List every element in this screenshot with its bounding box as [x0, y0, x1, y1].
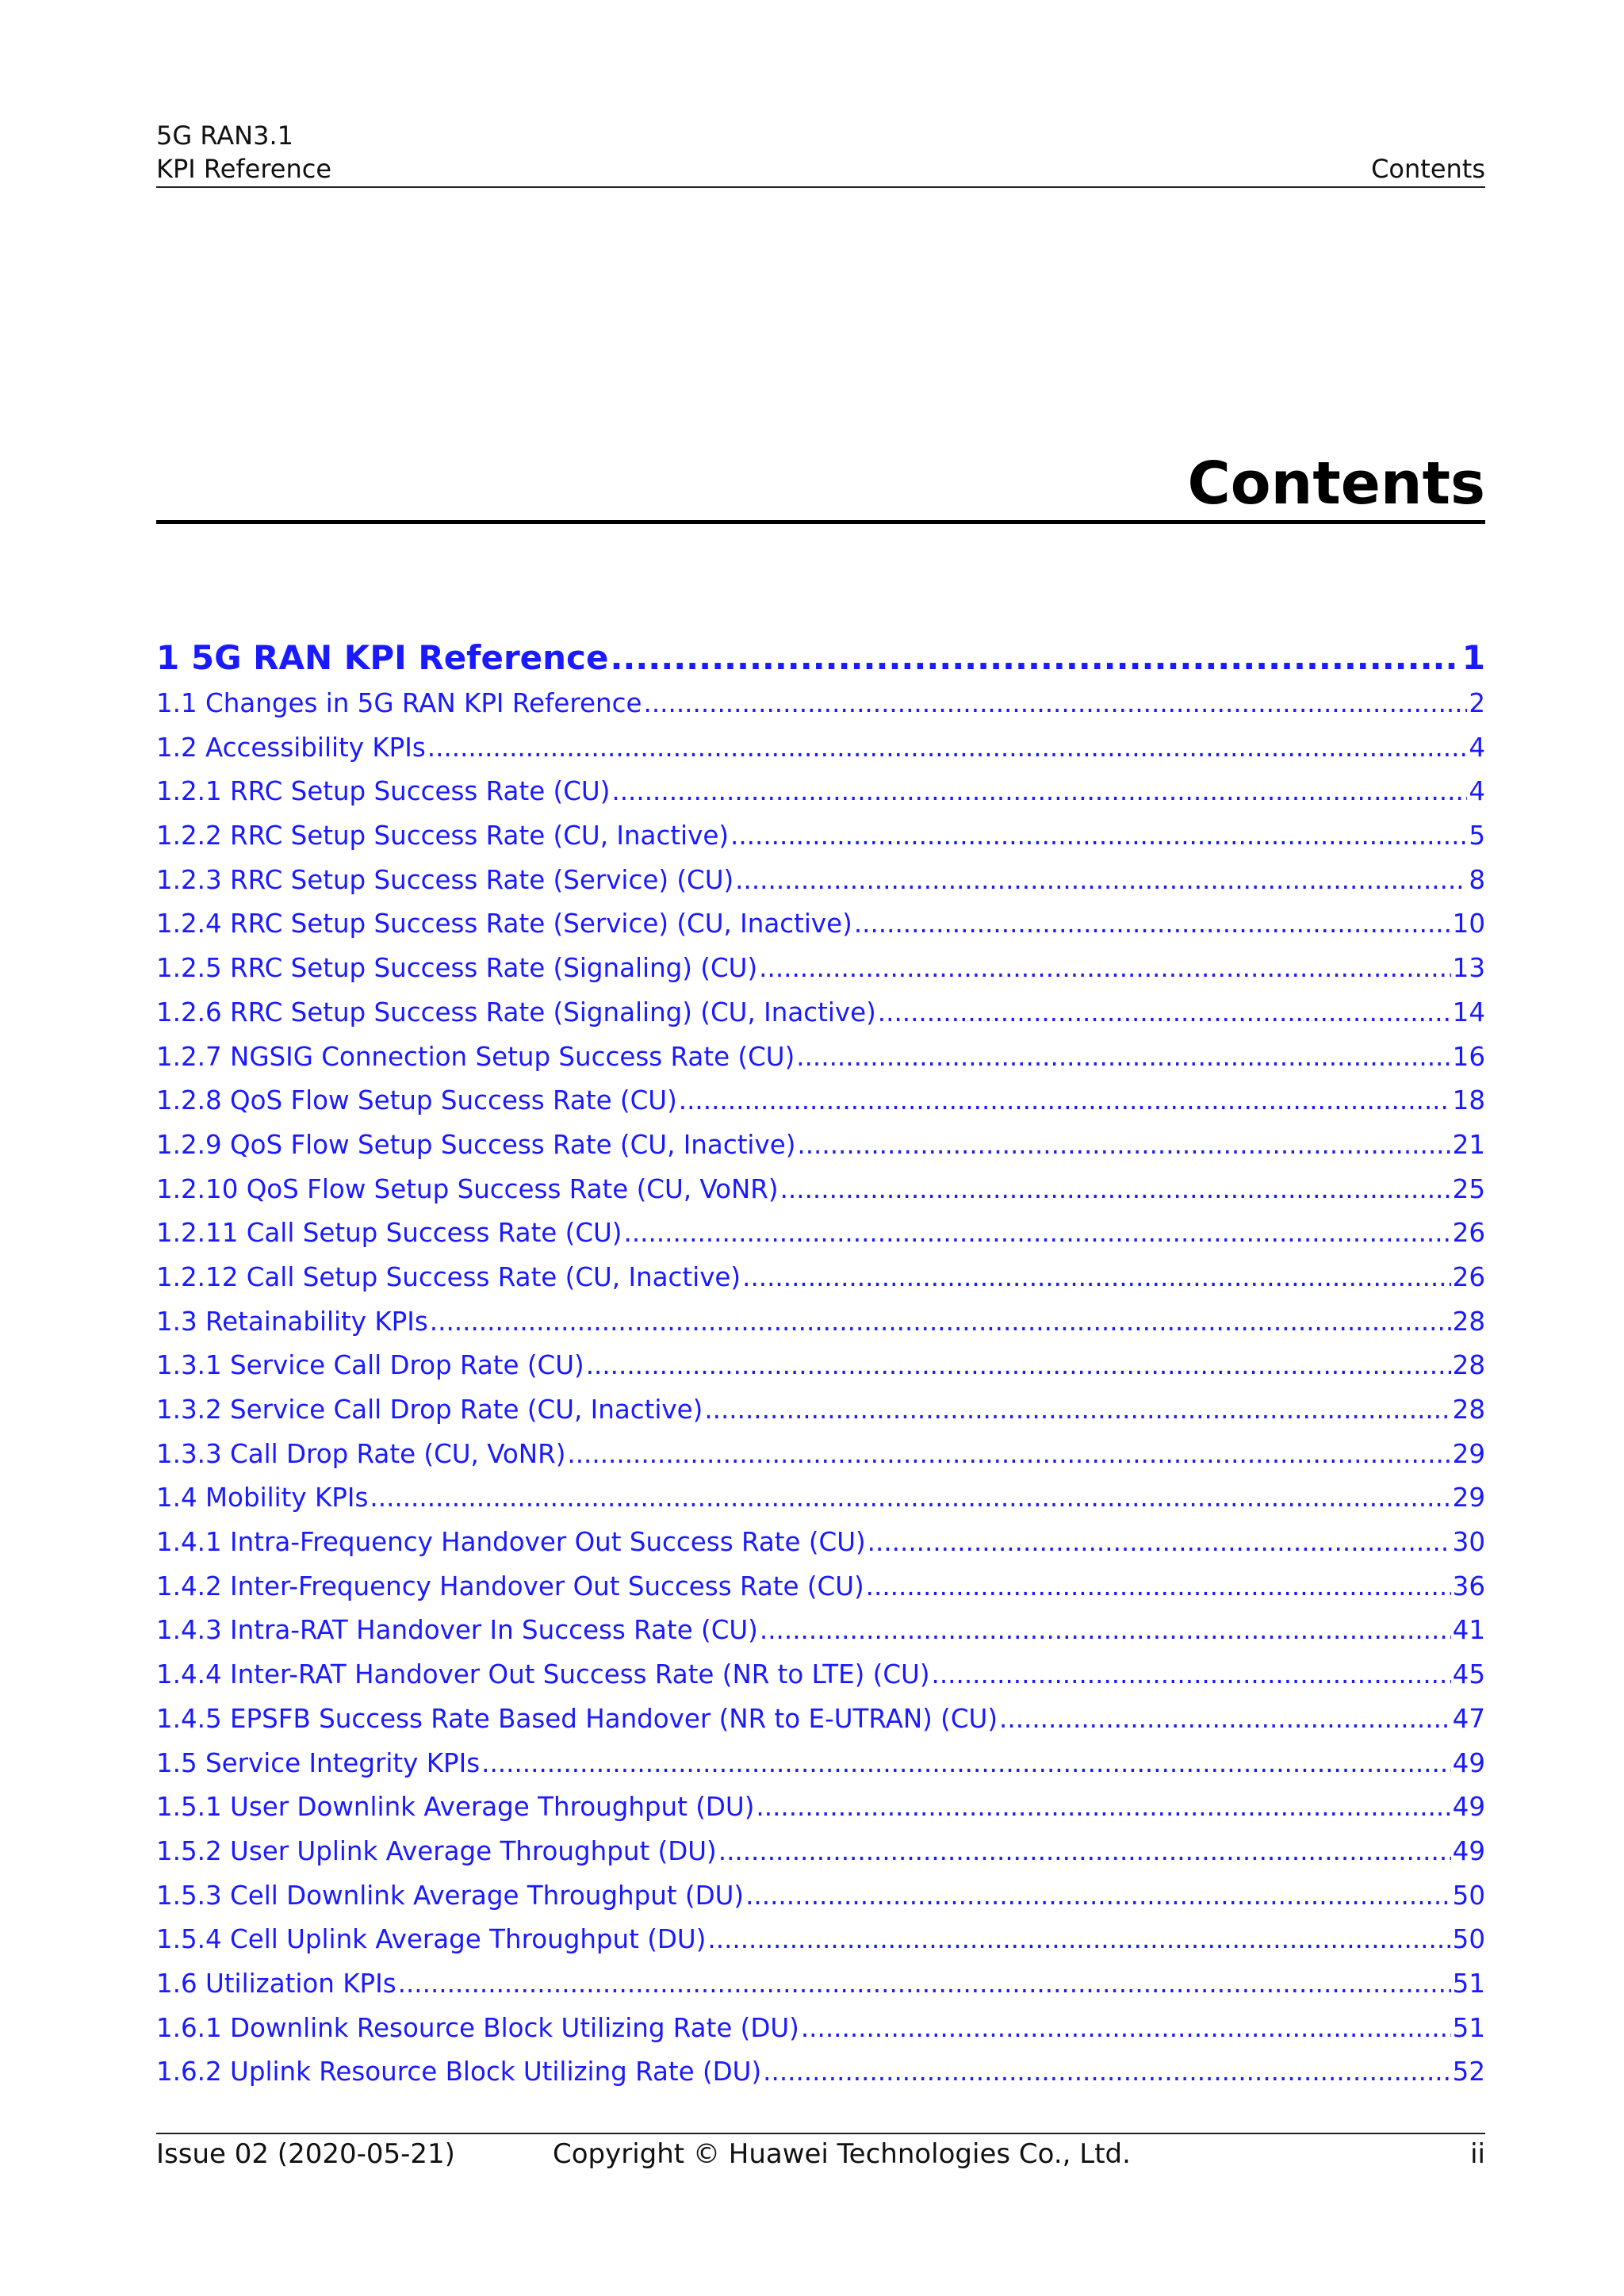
toc-entry-label: 1.4.2 Inter-Frequency Handover Out Success Rate (CU) — [156, 1571, 864, 1601]
toc-leader-dots — [611, 770, 1467, 814]
toc-entry[interactable] — [156, 1035, 1485, 1080]
toc-entry-page: 29 — [1452, 1438, 1485, 1469]
toc-leader-dots — [707, 1918, 1450, 1962]
toc-entry-label: 1.2.11 Call Setup Success Rate (CU) — [156, 1218, 622, 1249]
toc-entry[interactable] — [156, 1521, 1485, 1565]
toc-leader-dots — [780, 1168, 1451, 1212]
toc-entry-page: 51 — [1452, 2012, 1485, 2043]
toc-entry[interactable] — [156, 1168, 1485, 1212]
toc-entry-label: 1.2.5 RRC Setup Success Rate (Signaling) (CU) — [156, 953, 758, 984]
toc-entry-label: 1.4.3 Intra-RAT Handover In Success Rate (CU) — [156, 1615, 758, 1646]
toc-entry-label: 1.5.1 User Downlink Average Throughput (DU) — [156, 1792, 755, 1823]
toc-entry-label: 1.2.6 RRC Setup Success Rate (Signaling) (CU, Inactive) — [156, 997, 876, 1027]
toc-leader-dots — [427, 726, 1468, 771]
toc-leader-dots — [878, 991, 1451, 1035]
toc-leader-dots — [760, 1609, 1451, 1653]
toc-entry-label: 1.4.5 EPSFB Success Rate Based Handover (NR to E-UTRAN) (CU) — [156, 1703, 998, 1734]
toc-entry-label: 1.2.4 RRC Setup Success Rate (Service) (CU, Inactive) — [156, 909, 852, 939]
toc-leader-dots — [796, 1035, 1450, 1080]
toc-leader-dots — [866, 1565, 1451, 1609]
toc-entry-page: 2 — [1469, 688, 1485, 718]
footer-issue: Issue 02 (2020-05-21) — [156, 2138, 455, 2170]
toc-entry-page: 5 — [1469, 821, 1485, 851]
toc-entry-label: 1.2.7 NGSIG Connection Setup Success Rate (CU) — [156, 1041, 795, 1072]
toc-entry-label: 1.3.1 Service Call Drop Rate (CU) — [156, 1350, 584, 1381]
toc-entry[interactable] — [156, 1388, 1485, 1433]
toc-leader-dots — [742, 1256, 1451, 1300]
toc-entry-page: 45 — [1452, 1659, 1485, 1690]
footer-rule — [156, 2133, 1485, 2134]
toc-entry[interactable] — [156, 859, 1485, 903]
toc-leader-dots — [679, 1079, 1451, 1123]
footer-page-number: ii — [1470, 2138, 1485, 2170]
toc-entry-label: 1.6 Utilization KPIs — [156, 1968, 396, 1999]
toc-entry-page: 13 — [1452, 953, 1485, 984]
toc-entry[interactable] — [156, 1653, 1485, 1697]
toc-entry[interactable] — [156, 1344, 1485, 1388]
toc-entry-page: 47 — [1452, 1703, 1485, 1734]
toc-entry-page: 29 — [1452, 1483, 1485, 1513]
toc-entry-page: 10 — [1452, 909, 1485, 939]
toc-entry[interactable] — [156, 1609, 1485, 1653]
toc-entry[interactable] — [156, 1742, 1485, 1786]
toc-entry[interactable] — [156, 1211, 1485, 1256]
toc-entry-label: 1.5.2 User Uplink Average Throughput (DU) — [156, 1835, 717, 1866]
toc-entry-page: 4 — [1469, 732, 1485, 763]
toc-entry-page: 21 — [1452, 1129, 1485, 1160]
toc-entry-label: 1.3 Retainability KPIs — [156, 1306, 428, 1337]
toc-entry[interactable] — [156, 1785, 1485, 1830]
toc-entry-page: 52 — [1452, 2057, 1485, 2087]
toc-entry-page: 16 — [1452, 1041, 1485, 1072]
toc-leader-dots — [854, 902, 1451, 947]
toc-entry-page: 26 — [1452, 1218, 1485, 1249]
toc-leader-dots — [586, 1344, 1451, 1388]
toc-entry[interactable] — [156, 1123, 1485, 1168]
toc-entry-page: 4 — [1469, 776, 1485, 807]
toc-leader-dots — [735, 859, 1467, 903]
toc-entry-page: 50 — [1452, 1880, 1485, 1911]
toc-leader-dots — [370, 1476, 1450, 1521]
header-rule — [156, 186, 1485, 188]
toc-entry[interactable] — [156, 991, 1485, 1035]
toc-entry-label: 1.3.2 Service Call Drop Rate (CU, Inactive) — [156, 1395, 703, 1425]
toc-entry-label: 1.6.2 Uplink Resource Block Utilizing Rate (DU) — [156, 2057, 762, 2087]
toc-entry[interactable] — [156, 1830, 1485, 1874]
toc-entry[interactable] — [156, 682, 1485, 726]
toc-leader-dots — [745, 1874, 1451, 1919]
toc-entry[interactable] — [156, 947, 1485, 991]
toc-entry[interactable] — [156, 634, 1485, 682]
toc-leader-dots — [718, 1830, 1451, 1874]
toc-entry[interactable] — [156, 1962, 1485, 2007]
toc-entry-page: 26 — [1452, 1261, 1485, 1292]
toc-entry-label: 1.1 Changes in 5G RAN KPI Reference — [156, 688, 642, 718]
toc-entry-label: 1.6.1 Downlink Resource Block Utilizing Rate (DU) — [156, 2012, 799, 2043]
toc-entry-label: 1.3.3 Call Drop Rate (CU, VoNR) — [156, 1438, 566, 1469]
toc-entry[interactable] — [156, 1874, 1485, 1919]
toc-leader-dots — [430, 1300, 1451, 1345]
footer-copyright: Copyright © Huawei Technologies Co., Ltd. — [553, 2138, 1131, 2170]
toc-leader-dots — [567, 1433, 1450, 1477]
toc-leader-dots — [704, 1388, 1450, 1433]
toc-entry-label: 1.2.3 RRC Setup Success Rate (Service) (CU) — [156, 864, 734, 895]
toc-entry-label: 1.4 Mobility KPIs — [156, 1483, 369, 1513]
toc-entry-page: 30 — [1452, 1527, 1485, 1558]
toc-entry-page: 1 — [1461, 638, 1485, 677]
toc-entry-label: 1.2.9 QoS Flow Setup Success Rate (CU, Inactive) — [156, 1129, 796, 1160]
toc-leader-dots — [398, 1962, 1451, 2007]
toc-entry-page: 51 — [1452, 1968, 1485, 1999]
toc-entry-label: 1.5.4 Cell Uplink Average Throughput (DU) — [156, 1924, 707, 1955]
toc-leader-dots — [763, 2050, 1450, 2095]
toc-leader-dots — [730, 814, 1467, 859]
toc-entry[interactable] — [156, 726, 1485, 771]
title-rule — [156, 520, 1485, 524]
toc-entry[interactable] — [156, 1300, 1485, 1345]
toc-entry[interactable] — [156, 1476, 1485, 1521]
toc-entry[interactable] — [156, 1918, 1485, 1962]
toc-leader-dots — [797, 1123, 1450, 1168]
toc-entry-page: 49 — [1452, 1835, 1485, 1866]
toc-entry-label: 1.2.2 RRC Setup Success Rate (CU, Inactive) — [156, 821, 729, 851]
toc-entry-page: 36 — [1452, 1571, 1485, 1601]
toc-entry-page: 28 — [1452, 1395, 1485, 1425]
toc-entry[interactable] — [156, 2050, 1485, 2095]
toc-leader-dots — [932, 1653, 1451, 1697]
toc-entry-page: 28 — [1452, 1350, 1485, 1381]
toc-leader-dots — [759, 947, 1450, 991]
toc-leader-dots — [623, 1211, 1450, 1256]
toc-leader-dots — [610, 634, 1460, 682]
toc-entry-label: 1.5 Service Integrity KPIs — [156, 1747, 481, 1778]
toc-entry-label: 1 5G RAN KPI Reference — [156, 638, 609, 677]
toc-leader-dots — [644, 682, 1468, 726]
toc-entry-label: 1.5.3 Cell Downlink Average Throughput (DU) — [156, 1880, 745, 1911]
toc-entry-label: 1.2.1 RRC Setup Success Rate (CU) — [156, 776, 611, 807]
toc-leader-dots — [801, 2007, 1451, 2051]
toc-entry-label: 1.2.8 QoS Flow Setup Success Rate (CU) — [156, 1085, 677, 1116]
toc-entry[interactable] — [156, 770, 1485, 814]
header-product: 5G RAN3.1 — [156, 121, 293, 151]
header-document: KPI Reference — [156, 154, 332, 184]
toc-entry[interactable] — [156, 1433, 1485, 1477]
toc-entry-page: 28 — [1452, 1306, 1485, 1337]
toc-leader-dots — [868, 1521, 1451, 1565]
toc-leader-dots — [756, 1785, 1450, 1830]
toc-entry-page: 49 — [1452, 1792, 1485, 1823]
running-header — [156, 119, 1485, 186]
toc-entry[interactable] — [156, 1256, 1485, 1300]
toc-entry-page: 8 — [1469, 864, 1485, 895]
toc-entry-page: 18 — [1452, 1085, 1485, 1116]
toc-entry-label: 1.4.1 Intra-Frequency Handover Out Success Rate (CU) — [156, 1527, 866, 1558]
toc-entry-page: 49 — [1452, 1747, 1485, 1778]
toc-entry-page: 25 — [1452, 1173, 1485, 1204]
toc-entry-label: 1.2.12 Call Setup Success Rate (CU, Inactive) — [156, 1261, 741, 1292]
page-title: Contents — [1187, 450, 1485, 518]
toc-entry-label: 1.4.4 Inter-RAT Handover Out Success Rate (NR to LTE) (CU) — [156, 1659, 930, 1690]
header-section: Contents — [1371, 154, 1485, 184]
toc-entry-page: 41 — [1452, 1615, 1485, 1646]
toc-entry-page: 14 — [1452, 997, 1485, 1027]
toc-entry[interactable] — [156, 1079, 1485, 1123]
toc-entry-page: 50 — [1452, 1924, 1485, 1955]
toc-entry[interactable] — [156, 1697, 1485, 1742]
toc-entry[interactable] — [156, 814, 1485, 859]
toc-leader-dots — [999, 1697, 1451, 1742]
toc-leader-dots — [481, 1742, 1451, 1786]
toc-entry-label: 1.2.10 QoS Flow Setup Success Rate (CU, VoNR) — [156, 1173, 779, 1204]
toc-entry[interactable] — [156, 902, 1485, 947]
table-of-contents — [156, 634, 1485, 2095]
toc-entry[interactable] — [156, 2007, 1485, 2051]
toc-entry-label: 1.2 Accessibility KPIs — [156, 732, 426, 763]
toc-entry[interactable] — [156, 1565, 1485, 1609]
